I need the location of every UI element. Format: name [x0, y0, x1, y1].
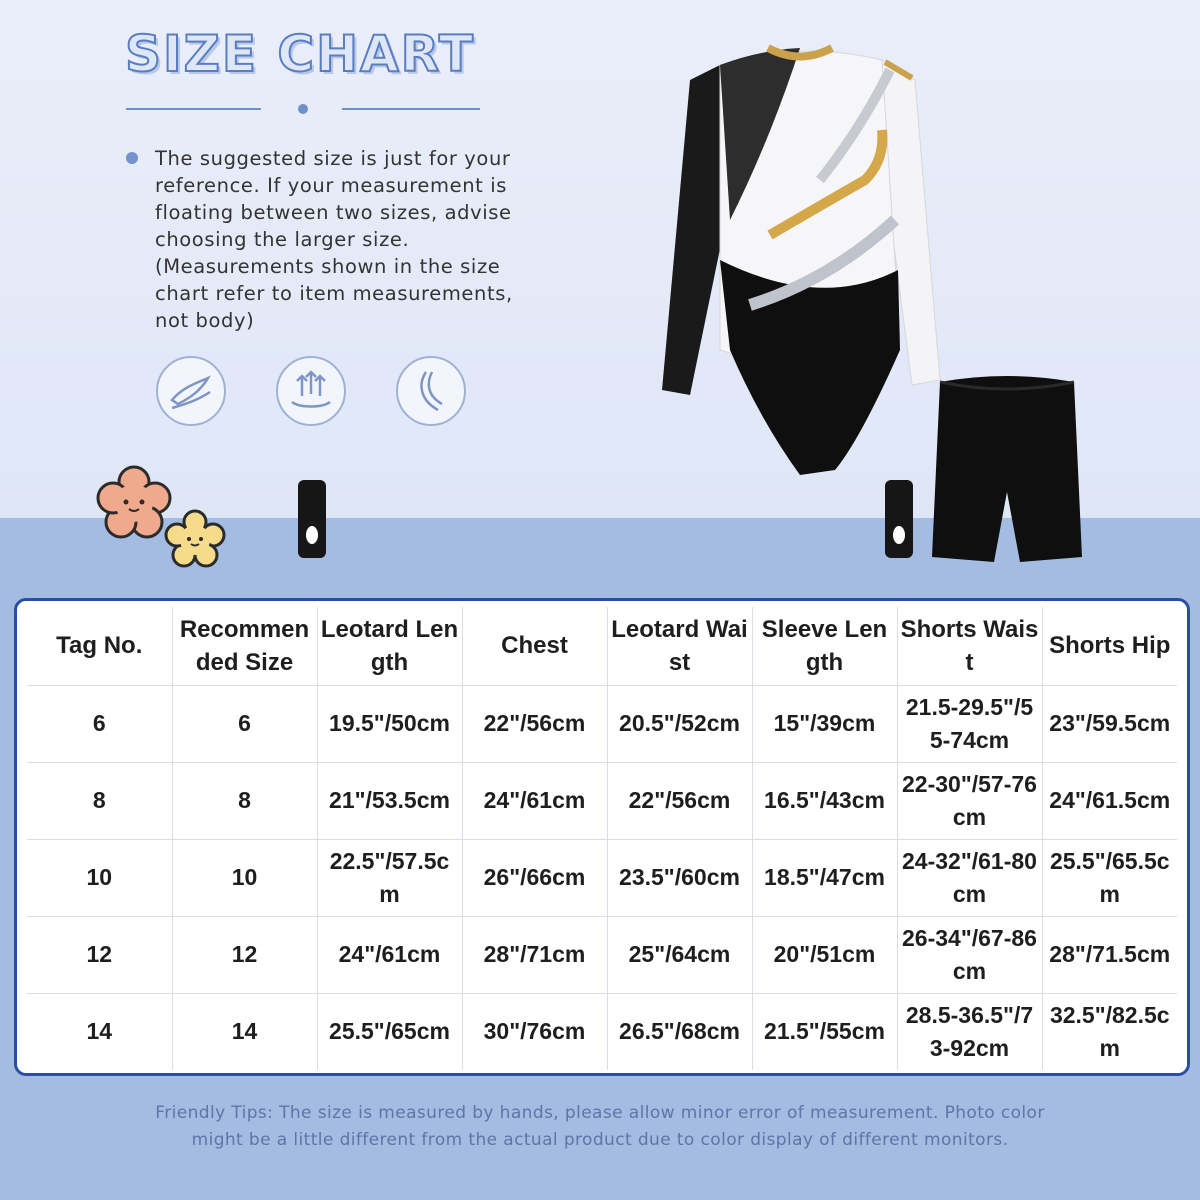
cell-shorts-waist: 22-30"/57-76cm: [897, 762, 1042, 839]
cell-shorts-waist: 28.5-36.5"/73-92cm: [897, 993, 1042, 1070]
cell-sleeve-length: 15"/39cm: [752, 685, 897, 762]
cell-leotard-length: 22.5"/57.5cm: [317, 839, 462, 916]
divider-dot: [298, 104, 308, 114]
cell-leotard-waist: 20.5"/52cm: [607, 685, 752, 762]
cell-leotard-length: 25.5"/65cm: [317, 993, 462, 1070]
cell-tag: 8: [27, 762, 172, 839]
header-chest: Chest: [462, 607, 607, 685]
header-leotard-length: Leotard Length: [317, 607, 462, 685]
cell-shorts-waist: 26-34"/67-86cm: [897, 916, 1042, 993]
cell-leotard-waist: 22"/56cm: [607, 762, 752, 839]
size-chart-card: [14, 598, 1190, 1076]
bullet-dot: [126, 152, 138, 164]
cell-leotard-length: 24"/61cm: [317, 916, 462, 993]
cell-chest: 24"/61cm: [462, 762, 607, 839]
cell-size: 10: [172, 839, 317, 916]
cell-sleeve-length: 20"/51cm: [752, 916, 897, 993]
table-header-row: [27, 607, 1177, 685]
yellow-flower-icon: [163, 508, 227, 570]
cell-size: 6: [172, 685, 317, 762]
cell-leotard-waist: 23.5"/60cm: [607, 839, 752, 916]
size-note: The suggested size is just for your reference. If your measurement is floating between two sizes, advise choosing the larger size. (Measurements shown in the size chart refer to item measurements, not body): [155, 147, 513, 332]
cell-leotard-waist: 26.5"/68cm: [607, 993, 752, 1070]
cell-tag: 12: [27, 916, 172, 993]
cell-tag: 14: [27, 993, 172, 1070]
cell-chest: 30"/76cm: [462, 993, 607, 1070]
header-sleeve-length: Sleeve Length: [752, 607, 897, 685]
divider-left: [126, 108, 261, 110]
header-shorts-waist: Shorts Waist: [897, 607, 1042, 685]
cell-tag: 6: [27, 685, 172, 762]
cell-sleeve-length: 21.5"/55cm: [752, 993, 897, 1070]
cell-sleeve-length: 16.5"/43cm: [752, 762, 897, 839]
page-title: SIZE CHART: [125, 25, 476, 83]
cell-tag: 10: [27, 839, 172, 916]
table-row: [27, 685, 1177, 762]
header-leotard-waist: Leotard Waist: [607, 607, 752, 685]
cell-shorts-hip: 28"/71.5cm: [1049, 941, 1171, 967]
cell-chest: 28"/71cm: [462, 916, 607, 993]
cell-shorts-hip: 25.5"/65.5cm: [1049, 847, 1170, 907]
cell-chest: 26"/66cm: [462, 839, 607, 916]
cell-leotard-length: 19.5"/50cm: [317, 685, 462, 762]
cell-size: 14: [172, 993, 317, 1070]
breathable-icon: [276, 356, 346, 426]
cell-shorts-waist: 21.5-29.5"/55-74cm: [897, 685, 1042, 762]
header-recommended-size: Recommended Size: [172, 607, 317, 685]
cell-leotard-waist: 25"/64cm: [607, 916, 752, 993]
header-shorts-hip: Shorts Hip: [1049, 632, 1171, 660]
cell-shorts-hip: 24"/61.5cm: [1049, 787, 1171, 813]
stretch-icon: [396, 356, 466, 426]
shorts-product-image: [922, 372, 1092, 572]
soft-fabric-icon: [156, 356, 226, 426]
cell-shorts-waist: 24-32"/61-80cm: [897, 839, 1042, 916]
cell-shorts-hip: 32.5"/82.5cm: [1049, 1001, 1170, 1061]
table-row: [27, 762, 1177, 839]
cell-shorts-hip: 23"/59.5cm: [1049, 710, 1171, 736]
cell-chest: 22"/56cm: [462, 685, 607, 762]
friendly-tips: Friendly Tips: The size is measured by hands, please allow minor error of measurement. Photo color might be a little different from the actual product due to color display of different monitors.: [155, 1103, 1045, 1150]
cell-size: 12: [172, 916, 317, 993]
display-stand-left: [298, 480, 326, 558]
cell-sleeve-length: 18.5"/47cm: [752, 839, 897, 916]
divider-right: [342, 108, 480, 110]
table-row: [27, 916, 1177, 993]
header-tag-no: Tag No.: [27, 607, 172, 685]
table-row: [27, 993, 1177, 1070]
size-table: [27, 607, 1177, 1070]
cell-leotard-length: 21"/53.5cm: [317, 762, 462, 839]
pink-flower-icon: [95, 462, 173, 542]
table-row: [27, 839, 1177, 916]
cell-size: 8: [172, 762, 317, 839]
